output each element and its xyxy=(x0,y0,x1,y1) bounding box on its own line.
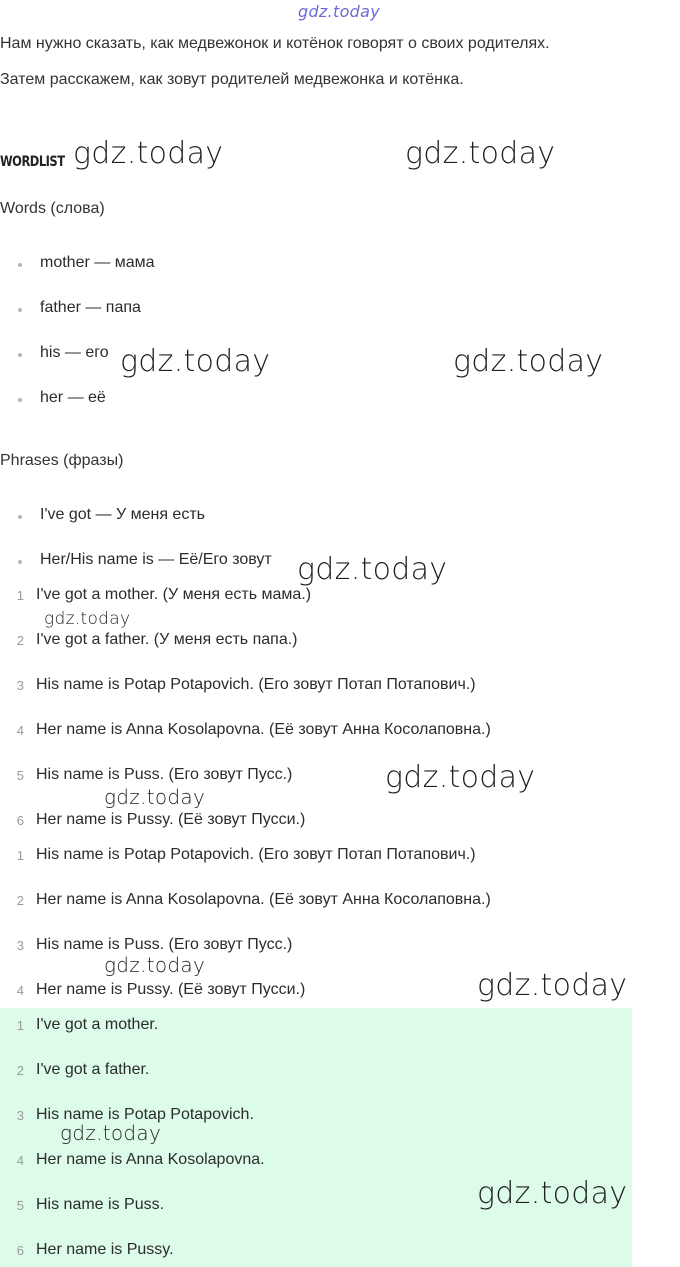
watermark: gdz.today xyxy=(104,785,206,809)
bullet-dot xyxy=(18,560,22,564)
list-item: Her name is Anna Kosolapovna. xyxy=(36,1151,265,1168)
list-item: I've got — У меня есть xyxy=(40,506,205,523)
list-item: His name is Puss. (Его зовут Пусс.) xyxy=(36,766,293,783)
item-number: 1 xyxy=(16,1018,24,1033)
list-item: Her name is Pussy. (Её зовут Пусси.) xyxy=(36,981,306,998)
list-item: his — его xyxy=(40,344,109,361)
list-item: His name is Potap Potapovich. (Его зовут Потап Потапович.) xyxy=(36,846,476,863)
item-number: 2 xyxy=(16,1063,24,1078)
item-number: 3 xyxy=(16,938,24,953)
watermark: gdz.today xyxy=(453,344,604,379)
intro-line-2: Затем расскажем, как зовут родителей медвежонка и котёнка. xyxy=(0,71,464,88)
bullet-dot xyxy=(18,515,22,519)
list-item: His name is Puss. (Его зовут Пусс.) xyxy=(36,936,293,953)
item-number: 4 xyxy=(16,1153,24,1168)
item-number: 2 xyxy=(16,893,24,908)
item-number: 5 xyxy=(16,768,24,783)
bullet-dot xyxy=(18,398,22,402)
watermark: gdz.today xyxy=(60,1121,162,1145)
item-number: 4 xyxy=(16,723,24,738)
bullet-dot xyxy=(18,353,22,357)
bullet-dot xyxy=(18,263,22,267)
watermark: gdz.today xyxy=(405,136,556,171)
list-item: His name is Potap Potapovich. xyxy=(36,1106,254,1123)
list-item: Her/His name is — Её/Его зовут xyxy=(40,551,272,568)
item-number: 6 xyxy=(16,1243,24,1258)
watermark: gdz.today xyxy=(477,968,628,1003)
item-number: 1 xyxy=(16,588,24,603)
list-item: her — её xyxy=(40,389,106,406)
list-item: I've got a mother. xyxy=(36,1016,159,1033)
watermark: gdz.today xyxy=(385,760,536,795)
watermark: gdz.today xyxy=(297,552,448,587)
watermark: gdz.today xyxy=(120,344,271,379)
watermark-top: gdz.today xyxy=(298,2,380,21)
item-number: 6 xyxy=(16,813,24,828)
item-number: 2 xyxy=(16,633,24,648)
intro-line-1: Нам нужно сказать, как медвежонок и котёнок говорят о своих родителях. xyxy=(0,35,550,52)
watermark: gdz.today xyxy=(44,609,131,629)
list-item: Her name is Anna Kosolapovna. (Её зовут Анна Косолаповна.) xyxy=(36,891,491,908)
watermark: gdz.today xyxy=(477,1176,628,1211)
watermark: gdz.today xyxy=(73,136,224,171)
list-item: Her name is Pussy. xyxy=(36,1241,174,1258)
item-number: 3 xyxy=(16,1108,24,1123)
list-item: Her name is Anna Kosolapovna. (Её зовут Анна Косолаповна.) xyxy=(36,721,491,738)
words-label: Words (слова) xyxy=(0,200,105,217)
wordlist-title: WORDLIST xyxy=(0,154,65,170)
item-number: 4 xyxy=(16,983,24,998)
list-item: His name is Puss. xyxy=(36,1196,165,1213)
item-number: 3 xyxy=(16,678,24,693)
item-number: 1 xyxy=(16,848,24,863)
list-item: I've got a mother. (У меня есть мама.) xyxy=(36,586,312,603)
list-item: father — папа xyxy=(40,299,141,316)
bullet-dot xyxy=(18,308,22,312)
list-item: I've got a father. xyxy=(36,1061,150,1078)
list-item: I've got a father. (У меня есть папа.) xyxy=(36,631,298,648)
list-item: His name is Potap Potapovich. (Его зовут Потап Потапович.) xyxy=(36,676,476,693)
item-number: 5 xyxy=(16,1198,24,1213)
list-item: Her name is Pussy. (Её зовут Пусси.) xyxy=(36,811,306,828)
list-item: mother — мама xyxy=(40,254,155,271)
phrases-label: Phrases (фразы) xyxy=(0,452,124,469)
watermark: gdz.today xyxy=(104,953,206,977)
